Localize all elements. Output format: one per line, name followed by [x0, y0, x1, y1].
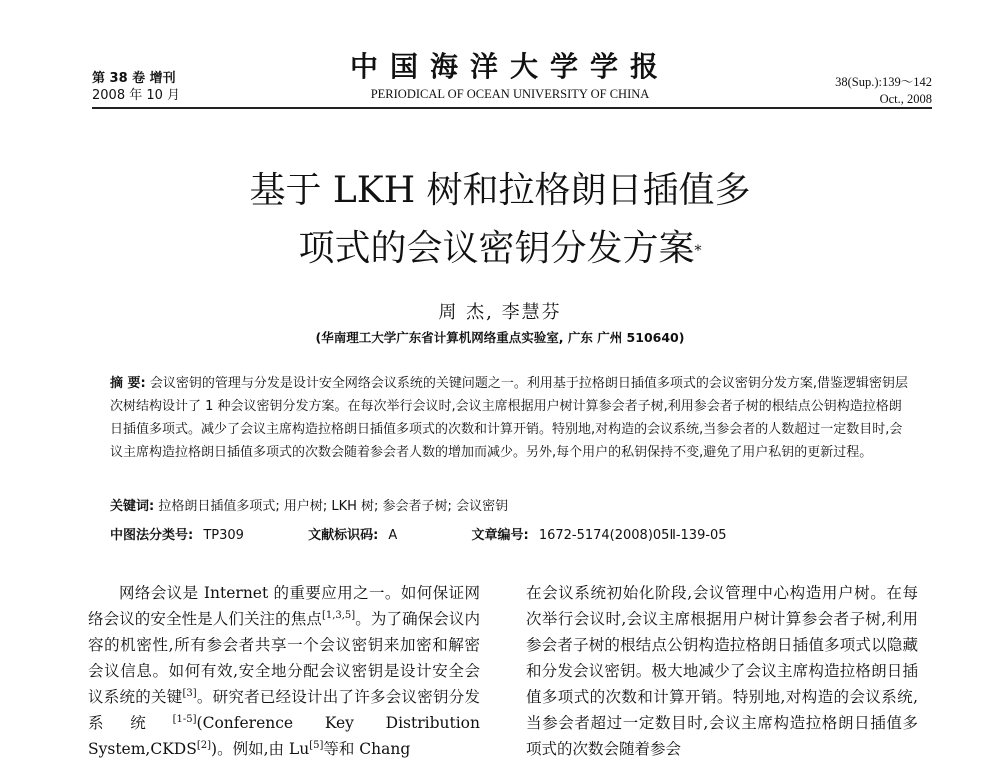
body-text: )。例如,由 Lu	[211, 740, 310, 758]
clc-value: TP309	[203, 528, 244, 543]
citation-ref: [2]	[196, 739, 212, 751]
abstract	[110, 372, 910, 464]
title-line-2-text: 项式的会议密钥分发方案	[298, 228, 695, 269]
body-paragraph: 在会议系统初始化阶段,会议管理中心构造用户树。在每次举行会议时,会议主席根据用户树计算参会者子树,利用参会者子树的根结点公钥构造拉格朗日插值多项式以隐藏和分发会议密钥。极大地减少了会议主席构造拉格朗日插值多项式的次数和计算开销。特别地,对构造的会议系统,当参会者超过一定数目时,会议主席构造拉格朗日插值多项式的次数会随着参会	[526, 584, 918, 758]
header-rule	[92, 107, 932, 109]
body-column-left	[88, 580, 480, 762]
keywords	[110, 496, 910, 518]
classification-row	[110, 524, 727, 543]
affiliation: (华南理工大学广东省计算机网络重点实验室, 广东 广州 510640)	[315, 330, 685, 345]
body-text: 等和 Chang	[323, 740, 411, 758]
page-range: 38(Sup.):139～142	[835, 75, 932, 89]
journal-header	[300, 50, 720, 102]
body-text: 。研究者已经设计出了许多会议密钥分发系统	[88, 688, 480, 732]
abstract-label: 摘 要:	[110, 376, 146, 391]
title-line-2	[100, 220, 900, 278]
journal-name-cn: 中国海洋大学学报	[349, 50, 670, 83]
header-right	[760, 74, 932, 108]
issue-date-en: Oct., 2008	[879, 92, 932, 106]
citation-ref: [1-5]	[172, 713, 197, 725]
article-number-label: 文章编号:	[471, 528, 529, 543]
authors: 周 杰, 李慧芬	[438, 302, 562, 323]
body-column-right	[526, 580, 918, 762]
article-number-value: 1672-5174(2008)05Ⅱ-139-05	[538, 528, 727, 543]
issue-date: 2008 年 10 月	[92, 88, 181, 103]
citation-ref: [3]	[182, 687, 197, 699]
journal-name-en: PERIODICAL OF OCEAN UNIVERSITY OF CHINA	[370, 87, 650, 101]
doc-code-label: 文献标识码:	[308, 528, 379, 543]
body-paragraph	[88, 580, 480, 762]
abstract-text: 会议密钥的管理与分发是设计安全网络会议系统的关键问题之一。利用基于拉格朗日插值多项式的会议密钥分发方案,借鉴逻辑密钥层次树结构设计了 1 种会议密钥分发方案。在每次举行会议时,会议主席根据用户树计算参会者子树,利用参会者子树的根结点公钥构造拉格朗日插值多项式。减少了会议主席构造拉格朗日插值多项式的次数和计算开销。特别地,对构造的会议系统,当参会者的人数超过一定数目时,会议主席构造拉格朗日插值多项式的次数会随着参会者人数的增加而减少。另外,每个用户的私钥保持不变,避免了用户私钥的更新过程。	[110, 376, 909, 460]
body-text: 。为了确保会议内容的机密性,所有参会者共享一个会议密钥来加密和解密会议信息。如何有效,安全地分配会议密钥是设计安全会议系统的关键	[88, 610, 480, 706]
clc-label: 中图法分类号:	[110, 528, 194, 543]
paper-title	[100, 162, 900, 278]
body-text: (Conference Key Distribution System,CKDS	[88, 714, 480, 758]
header-left	[92, 70, 180, 104]
doc-code-value: A	[388, 528, 398, 543]
title-footnote-mark: *	[694, 243, 702, 259]
citation-ref: [1,3,5]	[321, 609, 356, 621]
title-line-1: 基于 LKH 树和拉格朗日插值多	[249, 170, 751, 211]
keywords-label: 关键词:	[110, 499, 155, 514]
keywords-text: 拉格朗日插值多项式; 用户树; LKH 树; 参会者子树; 会议密钥	[158, 499, 509, 514]
citation-ref: [5]	[309, 739, 324, 751]
volume-label: 第 38 卷 增刊	[92, 71, 176, 86]
body-text: 网络会议是 Internet 的重要应用之一。如何保证网络会议的安全性是人们关注的焦点	[88, 584, 480, 628]
